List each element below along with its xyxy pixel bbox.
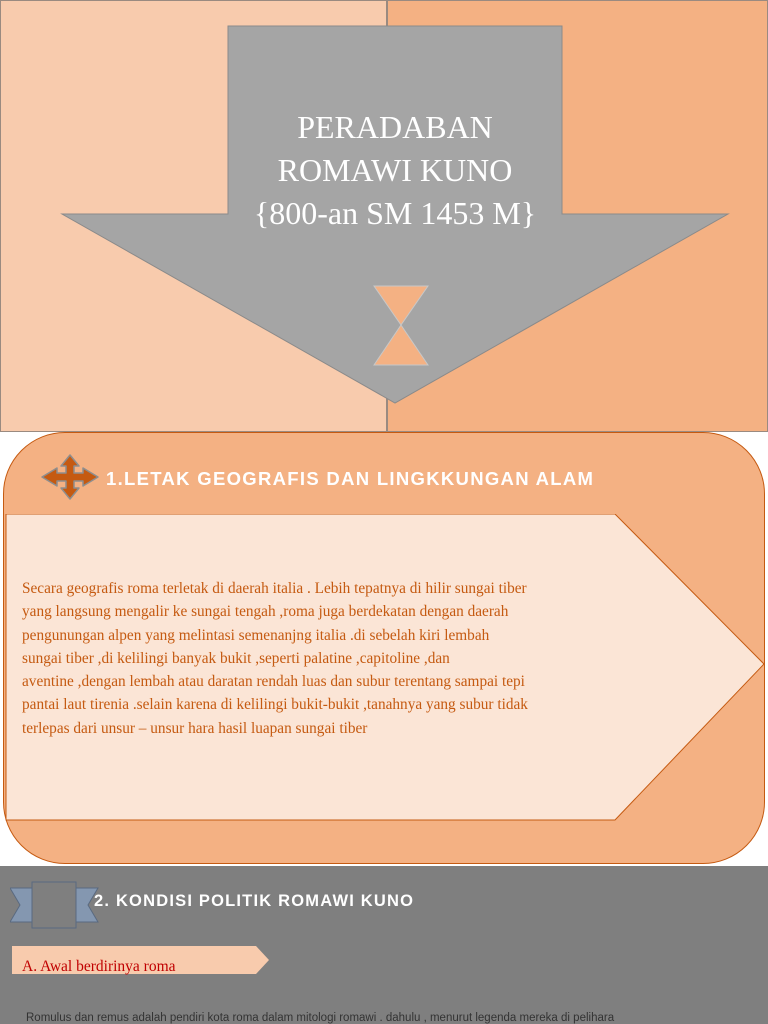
banner-ribbon-icon [10, 880, 100, 936]
title-line-3: {800-an SM 1453 M} [253, 195, 537, 231]
section-geography-heading: 1.LETAK GEOGRAFIS DAN LINGKKUNGAN ALAM [106, 468, 595, 489]
section-politics-heading: 2. KONDISI POLITIK ROMAWI KUNO [94, 892, 415, 910]
title-slide [0, 0, 768, 432]
subheading-founding-of-rome: A. Awal berdirinya roma [22, 958, 176, 975]
body-line: Secara geografis roma terletak di daerah italia . Lebih tepatnya di hilir sungai tiber [22, 580, 527, 597]
section-geography [0, 432, 768, 866]
page-title [230, 106, 560, 235]
section-politics-body: Romulus dan remus adalah pendiri kota roma dalam mitologi romawi . dahulu , menurut legenda mereka di pelihara [26, 1012, 615, 1024]
title-line-1: PERADABAN [297, 109, 493, 145]
title-line-2: ROMAWI KUNO [277, 152, 513, 188]
body-line: sungai tiber ,di kelilingi banyak bukit ,seperti palatine ,capitoline ,dan [22, 649, 450, 667]
body-line: pantai laut tirenia .selain karena di kelilingi bukit-bukit ,tanahnya yang subur tidak [22, 696, 528, 714]
section-politics [0, 866, 768, 1024]
section-geography-body [22, 577, 682, 740]
body-line: terlepas dari unsur – unsur hara hasil luapan sungai tiber [22, 719, 368, 737]
body-line: aventine ,dengan lembah atau daratan rendah luas dan subur terentang sampai tepi [22, 673, 525, 691]
four-way-move-arrow-icon [40, 453, 100, 501]
body-line: pengunungan alpen yang melintasi semenanjng italia .di sebelah kiri lembah [22, 626, 490, 644]
body-line: yang langsung mengalir ke sungai tengah ,roma juga berdekatan dengan daerah [22, 603, 509, 621]
